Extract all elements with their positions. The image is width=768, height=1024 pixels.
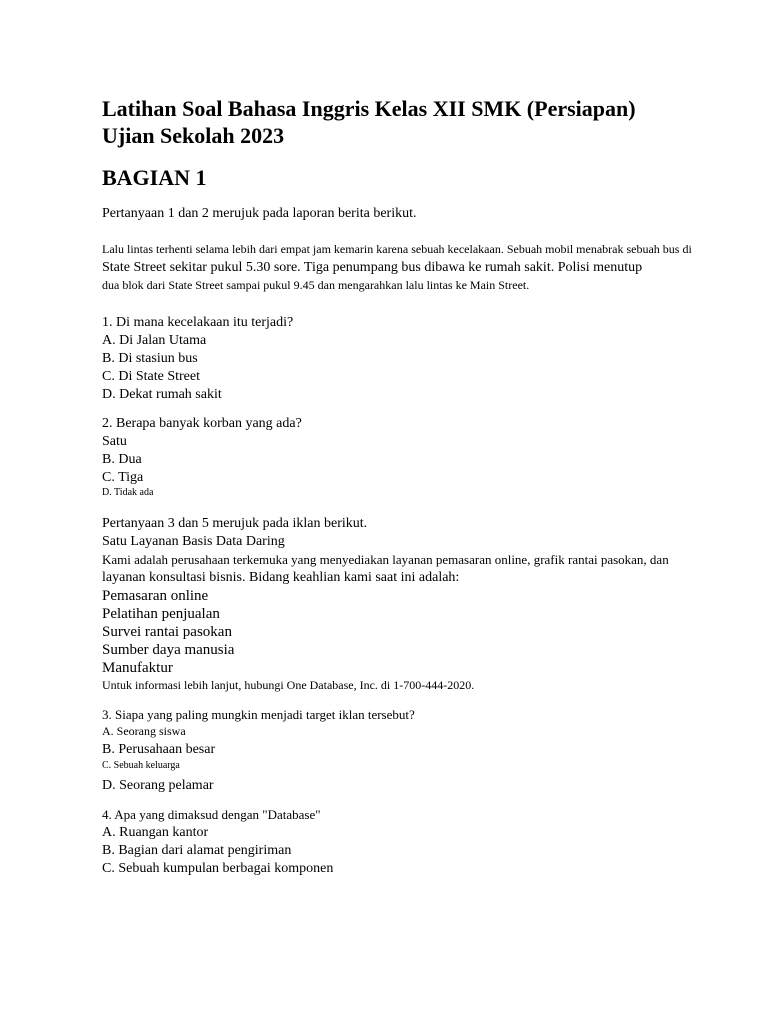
question-1-option-c: C. Di State Street <box>102 369 200 384</box>
question-2-option-d: D. Tidak ada <box>102 487 154 498</box>
question-2-option-a: Satu <box>102 434 127 449</box>
ad-item-manufacturing: Manufaktur <box>102 660 173 676</box>
ad-contact: Untuk informasi lebih lanjut, hubungi One Database, Inc. di 1-700-444-2020. <box>102 678 475 692</box>
question-4-option-c: C. Sebuah kumpulan berbagai komponen <box>102 861 334 876</box>
question-3-option-b: B. Perusahaan besar <box>102 742 216 757</box>
passage-1-line1: Lalu lintas terhenti selama lebih dari empat jam kemarin karena sebuah kecelakaan. Sebuah mobil menabrak sebuah bus di <box>102 242 692 256</box>
question-3-option-a: A. Seorang siswa <box>102 724 186 738</box>
passage-1-line2: State Street sekitar pukul 5.30 sore. Tiga penumpang bus dibawa ke rumah sakit. Polisi menutup <box>102 260 643 275</box>
question-4-option-a: A. Ruangan kantor <box>102 825 209 840</box>
document-title-line1: Latihan Soal Bahasa Inggris Kelas XII SMK (Persiapan) <box>102 96 636 121</box>
intro-questions-1-2: Pertanyaan 1 dan 2 merujuk pada laporan berita berikut. <box>102 206 417 221</box>
question-1-option-d: D. Dekat rumah sakit <box>102 387 222 402</box>
intro-questions-3-5: Pertanyaan 3 dan 5 merujuk pada iklan berikut. <box>102 516 368 531</box>
question-2: 2. Berapa banyak korban yang ada? <box>102 416 302 431</box>
ad-item-supply-chain-survey: Survei rantai pasokan <box>102 624 232 640</box>
ad-item-human-resources: Sumber daya manusia <box>102 642 235 658</box>
question-2-option-c: C. Tiga <box>102 470 144 485</box>
question-4: 4. Apa yang dimaksud dengan "Database" <box>102 807 321 822</box>
question-2-option-b: B. Dua <box>102 452 142 467</box>
question-1: 1. Di mana kecelakaan itu terjadi? <box>102 315 294 330</box>
document-title <box>102 95 636 149</box>
question-3-option-d: D. Seorang pelamar <box>102 778 214 793</box>
ad-item-online-marketing: Pemasaran online <box>102 588 209 604</box>
question-1-option-a: A. Di Jalan Utama <box>102 333 207 348</box>
ad-title: Satu Layanan Basis Data Daring <box>102 534 285 549</box>
passage-1-line3: dua blok dari State Street sampai pukul 9.45 dan mengarahkan lalu lintas ke Main Street. <box>102 278 530 292</box>
ad-body-line2: layanan konsultasi bisnis. Bidang keahlian kami saat ini adalah: <box>102 570 460 585</box>
document-title-line2: Ujian Sekolah 2023 <box>102 123 285 148</box>
section-heading: BAGIAN 1 <box>102 165 207 190</box>
ad-item-sales-training: Pelatihan penjualan <box>102 606 220 622</box>
ad-body-line1: Kami adalah perusahaan terkemuka yang menyediakan layanan pemasaran online, grafik rantai pasokan, dan <box>102 552 669 567</box>
question-4-option-b: B. Bagian dari alamat pengiriman <box>102 843 292 858</box>
question-3: 3. Siapa yang paling mungkin menjadi target iklan tersebut? <box>102 707 415 722</box>
question-1-option-b: B. Di stasiun bus <box>102 351 198 366</box>
question-3-option-c: C. Sebuah keluarga <box>102 760 180 771</box>
